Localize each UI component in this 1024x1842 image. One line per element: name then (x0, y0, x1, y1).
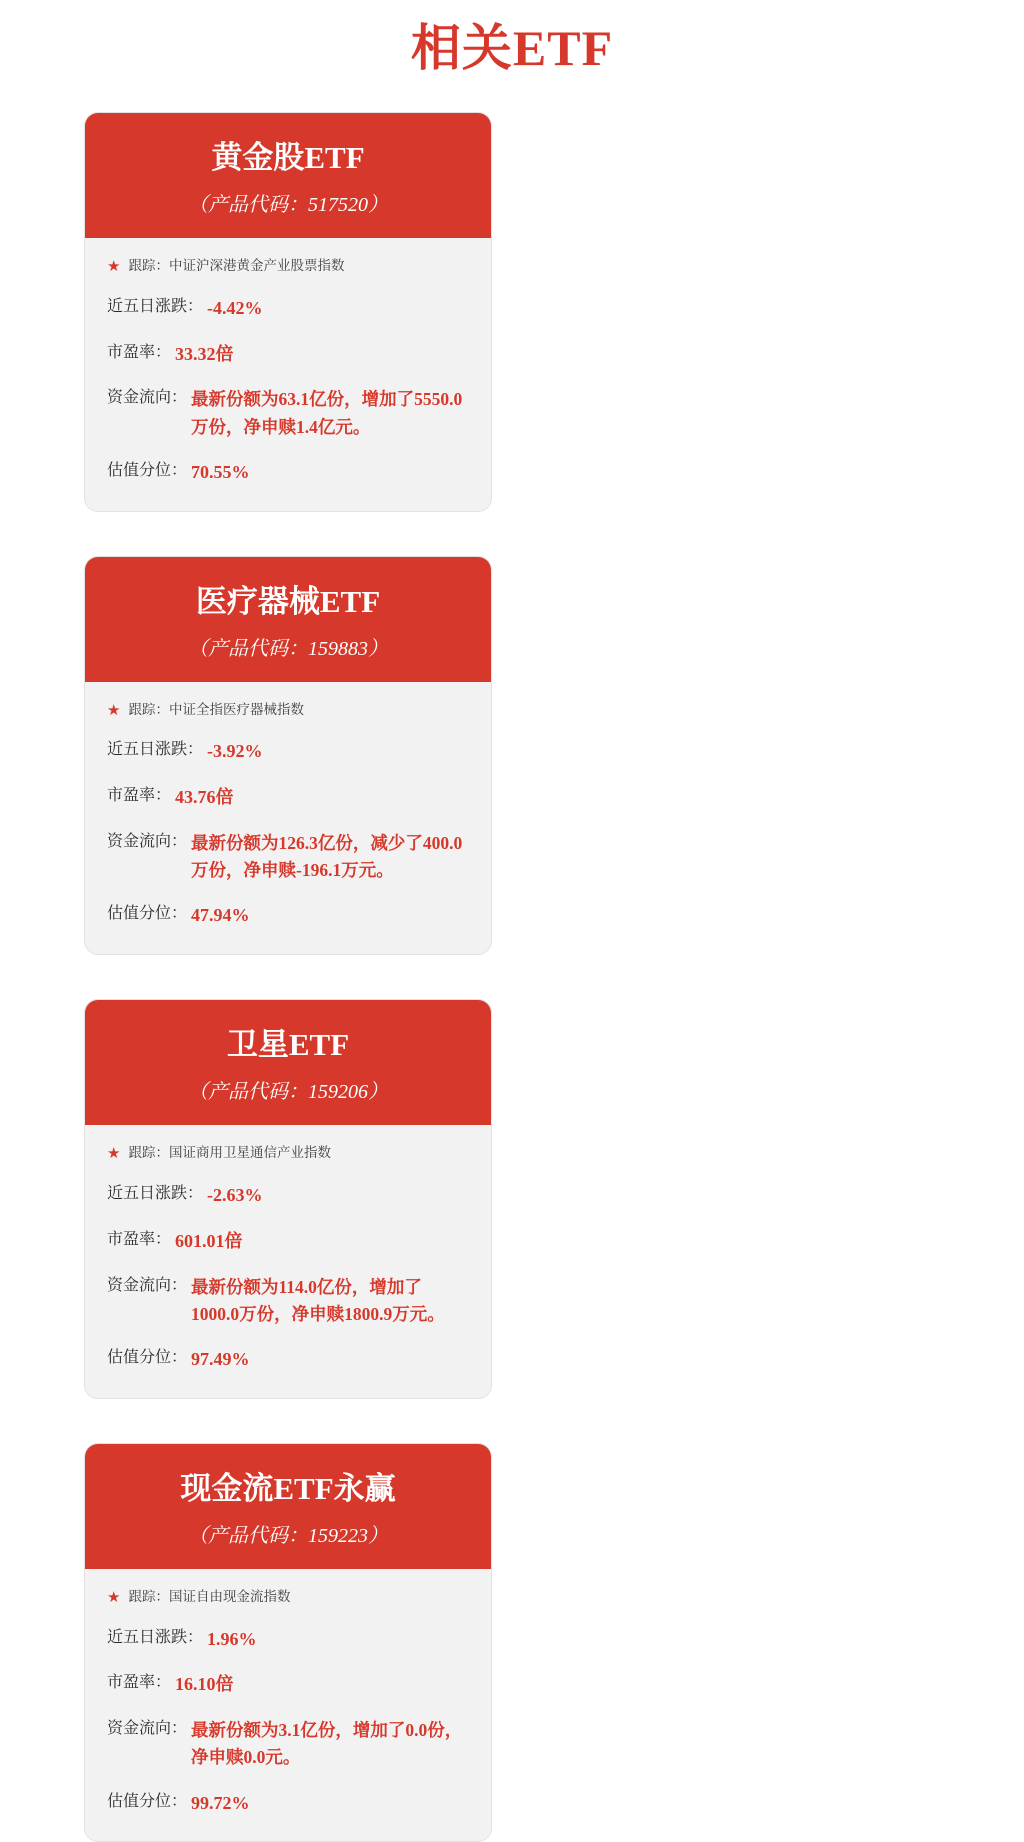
etf-track-text (128, 256, 344, 276)
star-icon: ★ (107, 701, 121, 719)
metric-label: 资金流向： (107, 833, 188, 851)
etf-track-prefix: 跟踪： (128, 1145, 169, 1161)
metric-label: 近五日涨跌： (107, 1628, 204, 1646)
metric-five-day-change (107, 738, 469, 766)
etf-code-suffix: ） (368, 1525, 388, 1548)
etf-card-grid (84, 112, 940, 1842)
metric-fund-flow (107, 1717, 469, 1771)
metric-valuation-percentile (107, 1346, 469, 1374)
etf-track-text (128, 1143, 331, 1163)
metric-value: 33.32倍 (175, 343, 234, 364)
etf-track-row (107, 1143, 469, 1166)
metric-value: 最新份额为114.0亿份，增加了1000.0万份，净申赎1800.9万元。 (191, 1276, 445, 1324)
metric-value: 最新份额为126.3亿份，减少了400.0万份，净申赎-196.1万元。 (191, 833, 463, 881)
etf-track-index: 国证自由现金流指数 (168, 1589, 291, 1605)
star-icon: ★ (107, 1145, 121, 1163)
etf-code-prefix: （产品代码： (188, 637, 308, 660)
etf-code (101, 1079, 475, 1105)
metric-pe-ratio (107, 341, 469, 369)
etf-name: 现金流ETF永赢 (180, 1470, 396, 1506)
metric-value: -2.63% (207, 1184, 263, 1205)
metric-five-day-change (107, 295, 469, 323)
etf-code-value: 159883 (308, 637, 368, 660)
etf-card-header (85, 557, 491, 682)
etf-track-text (128, 1587, 290, 1607)
etf-track-prefix: 跟踪： (128, 701, 169, 717)
metric-label: 市盈率： (107, 1230, 172, 1248)
etf-code (101, 192, 475, 218)
etf-name: 卫星ETF (226, 1027, 350, 1063)
metric-label: 估值分位： (107, 1348, 188, 1366)
etf-code-suffix: ） (368, 637, 388, 660)
metric-label: 资金流向： (107, 1276, 188, 1294)
metric-value: 601.01倍 (175, 1230, 243, 1251)
etf-code-value: 159223 (308, 1525, 368, 1548)
metric-label: 市盈率： (107, 787, 172, 805)
etf-track-index: 国证商用卫星通信产业指数 (168, 1145, 331, 1161)
metric-label: 市盈率： (107, 343, 172, 361)
metric-value: 70.55% (191, 461, 250, 482)
metric-five-day-change (107, 1626, 469, 1654)
metric-label: 市盈率： (107, 1674, 172, 1692)
metric-valuation-percentile (107, 902, 469, 930)
metric-label: 资金流向： (107, 389, 188, 407)
metric-label: 估值分位： (107, 905, 188, 923)
etf-code-value: 517520 (308, 194, 368, 217)
etf-code (101, 1523, 475, 1549)
etf-code-value: 159206 (308, 1081, 368, 1104)
etf-card-header (85, 113, 491, 238)
etf-code (101, 636, 475, 662)
metric-valuation-percentile (107, 1790, 469, 1818)
etf-card-body (85, 238, 491, 510)
etf-track-index: 中证全指医疗器械指数 (168, 701, 304, 717)
metric-label: 估值分位： (107, 1792, 188, 1810)
etf-page (0, 18, 1024, 1842)
etf-card-body (85, 1125, 491, 1397)
etf-card[interactable] (84, 556, 492, 956)
metric-value: -4.42% (207, 297, 263, 318)
metric-label: 近五日涨跌： (107, 297, 204, 315)
star-icon: ★ (107, 1589, 121, 1607)
etf-card[interactable] (84, 999, 492, 1399)
metric-value: -3.92% (207, 741, 263, 762)
metric-fund-flow (107, 1274, 469, 1328)
metric-value: 1.96% (207, 1628, 257, 1649)
etf-card[interactable] (84, 112, 492, 512)
etf-code-prefix: （产品代码： (188, 194, 308, 217)
metric-fund-flow (107, 830, 469, 884)
metric-label: 近五日涨跌： (107, 1184, 204, 1202)
etf-code-prefix: （产品代码： (188, 1081, 308, 1104)
etf-track-index: 中证沪深港黄金产业股票指数 (168, 258, 345, 274)
etf-track-text (128, 700, 304, 720)
star-icon: ★ (107, 258, 121, 276)
etf-card[interactable] (84, 1443, 492, 1842)
page-title: 相关ETF (410, 20, 614, 76)
metric-fund-flow (107, 386, 469, 440)
etf-track-prefix: 跟踪： (128, 258, 169, 274)
etf-track-row (107, 700, 469, 723)
etf-card-header (85, 1000, 491, 1125)
metric-value: 最新份额为63.1亿份，增加了5550.0万份，净申赎1.4亿元。 (191, 389, 463, 437)
metric-value: 99.72% (191, 1792, 250, 1813)
etf-name: 医疗器械ETF (195, 583, 381, 619)
metric-value: 16.10倍 (175, 1674, 234, 1695)
metric-value: 47.94% (191, 905, 250, 926)
etf-track-prefix: 跟踪： (128, 1589, 169, 1605)
metric-pe-ratio (107, 1228, 469, 1256)
metric-pe-ratio (107, 1671, 469, 1699)
etf-code-prefix: （产品代码： (188, 1525, 308, 1548)
metric-value: 最新份额为3.1亿份，增加了0.0份，净申赎0.0元。 (191, 1720, 463, 1768)
metric-label: 估值分位： (107, 461, 188, 479)
metric-valuation-percentile (107, 459, 469, 487)
etf-card-body (85, 1569, 491, 1841)
metric-value: 43.76倍 (175, 787, 234, 808)
etf-card-body (85, 682, 491, 954)
etf-code-suffix: ） (368, 194, 388, 217)
metric-label: 近五日涨跌： (107, 741, 204, 759)
metric-five-day-change (107, 1182, 469, 1210)
metric-value: 97.49% (191, 1348, 250, 1369)
etf-track-row (107, 1587, 469, 1610)
etf-code-suffix: ） (368, 1081, 388, 1104)
metric-pe-ratio (107, 784, 469, 812)
etf-name: 黄金股ETF (211, 140, 365, 175)
etf-card-header (85, 1444, 491, 1569)
etf-track-row (107, 256, 469, 279)
metric-label: 资金流向： (107, 1720, 188, 1738)
